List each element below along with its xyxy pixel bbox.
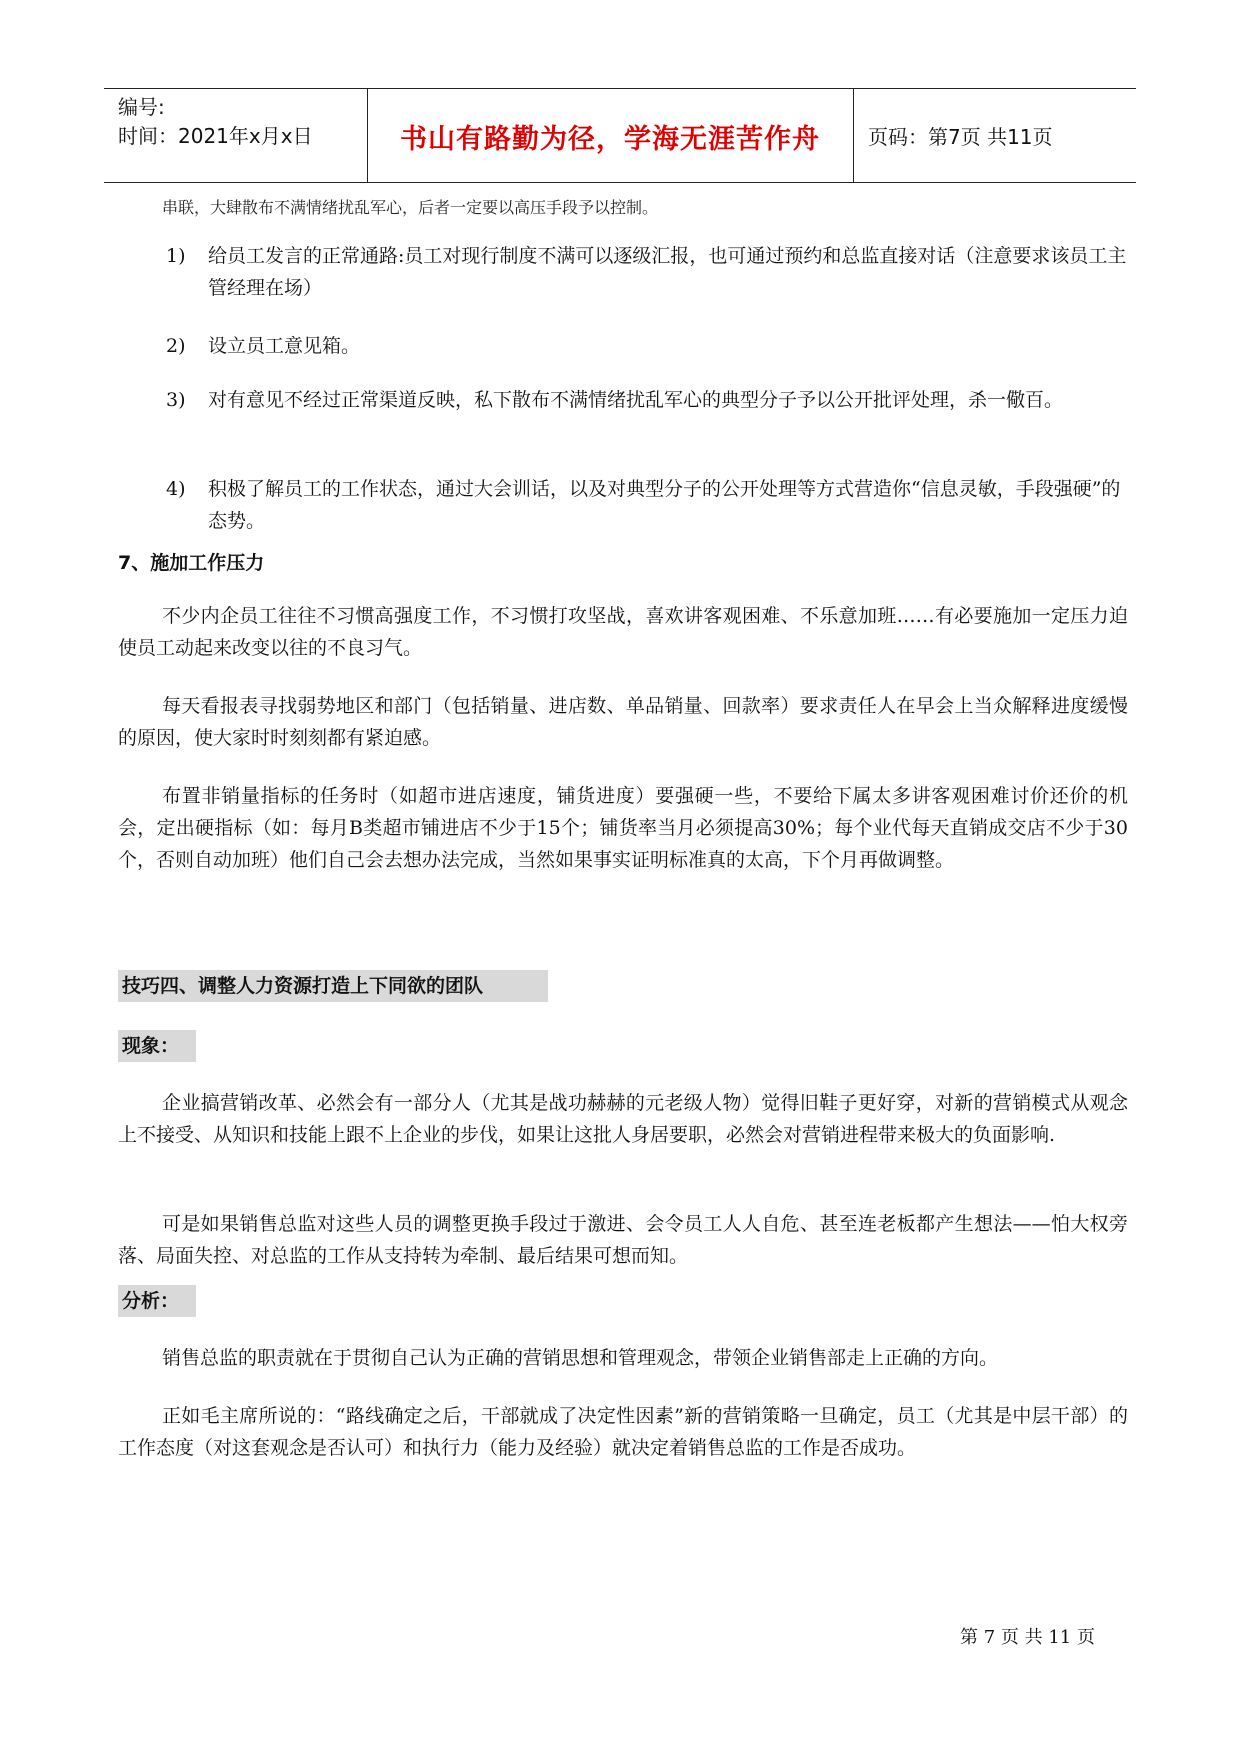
- phenomenon-label: 现象：: [118, 1030, 196, 1062]
- document-number-label: 编号:: [118, 95, 165, 119]
- list-item: [118, 473, 1128, 537]
- paragraph: 可是如果销售总监对这些人员的调整更换手段过于激进、会令员工人人自危、甚至连老板都产生想法——怕大权旁落、局面失控、对总监的工作从支持转为牵制、最后结果可想而知。: [118, 1213, 1128, 1267]
- section-heading: 7、施加工作压力: [118, 552, 265, 574]
- document-time: 时间：2021年x月x日: [118, 124, 313, 148]
- list-item-number: 4): [166, 478, 186, 500]
- page-footer: 第 7 页 共 11 页: [960, 1627, 1095, 1648]
- paragraph: 正如毛主席所说的：“路线确定之后，干部就成了决定性因素”新的营销策略一旦确定，员工（尤其是中层干部）的工作态度（对这套观念是否认可）和执行力（能力及经验）就决定着销售总监的工作是否成功。: [118, 1405, 1128, 1459]
- header-page-info: 页码：第7页 共11页: [868, 125, 1053, 149]
- list-item-text: 给员工发言的正常通路:员工对现行制度不满可以逐级汇报，也可通过预约和总监直接对话（注意要求该员工主管经理在场）: [208, 245, 1127, 299]
- paragraph: 企业搞营销改革、必然会有一部分人（尤其是战功赫赫的元老级人物）觉得旧鞋子更好穿，对新的营销模式从观念上不接受、从知识和技能上跟不上企业的步伐，如果让这批人身居要职，必然会对营销进程带来极大的负面影响.: [118, 1092, 1128, 1146]
- intro-line: 串联，大肆散布不满情绪扰乱军心，后者一定要以高压手段予以控制。: [162, 198, 659, 217]
- list-item-text: 积极了解员工的工作状态，通过大会训话，以及对典型分子的公开处理等方式营造你“信息灵敏，手段强硬”的态势。: [208, 478, 1121, 532]
- list-item-number: 3): [166, 389, 186, 411]
- list-item: [118, 384, 1128, 416]
- paragraph: 布置非销量指标的任务时（如超市进店速度，铺货进度）要强硬一些，不要给下属太多讲客观困难讨价还价的机会，定出硬指标（如：每月B类超市铺进店不少于15个；铺货率当月必须提高30%；每个业代每天直销成交店不少于30个，否则自动加班）他们自己会去想办法完成，当然如果事实证明标准真的太高，下个月再做调整。: [118, 785, 1128, 871]
- list-item: [118, 330, 1128, 362]
- header-divider: [853, 89, 854, 182]
- analysis-label: 分析：: [118, 1285, 196, 1317]
- list-item-number: 1): [166, 245, 186, 267]
- paragraph: 每天看报表寻找弱势地区和部门（包括销量、进店数、单品销量、回款率）要求责任人在早会上当众解释进度缓慢的原因，使大家时时刻刻都有紧迫感。: [118, 695, 1128, 749]
- header-meta: [118, 93, 313, 151]
- technique-heading: 技巧四、调整人力资源打造上下同欲的团队: [118, 970, 548, 1002]
- paragraph: 销售总监的职责就在于贯彻自己认为正确的营销思想和管理观念，带领企业销售部走上正确的方向。: [162, 1347, 999, 1369]
- list-item-number: 2): [166, 335, 186, 357]
- list-item-text: 设立员工意见箱。: [208, 335, 361, 357]
- list-item-text: 对有意见不经过正常渠道反映，私下散布不满情绪扰乱军心的典型分子予以公开批评处理，杀一儆百。: [208, 389, 1064, 411]
- header-motto: 书山有路勤为径，学海无涯苦作舟: [400, 124, 820, 155]
- list-item: [118, 240, 1128, 304]
- page-header: [104, 88, 1136, 183]
- paragraph: 不少内企员工往往不习惯高强度工作，不习惯打攻坚战，喜欢讲客观困难、不乐意加班……有必要施加一定压力迫使员工动起来改变以往的不良习气。: [118, 605, 1128, 659]
